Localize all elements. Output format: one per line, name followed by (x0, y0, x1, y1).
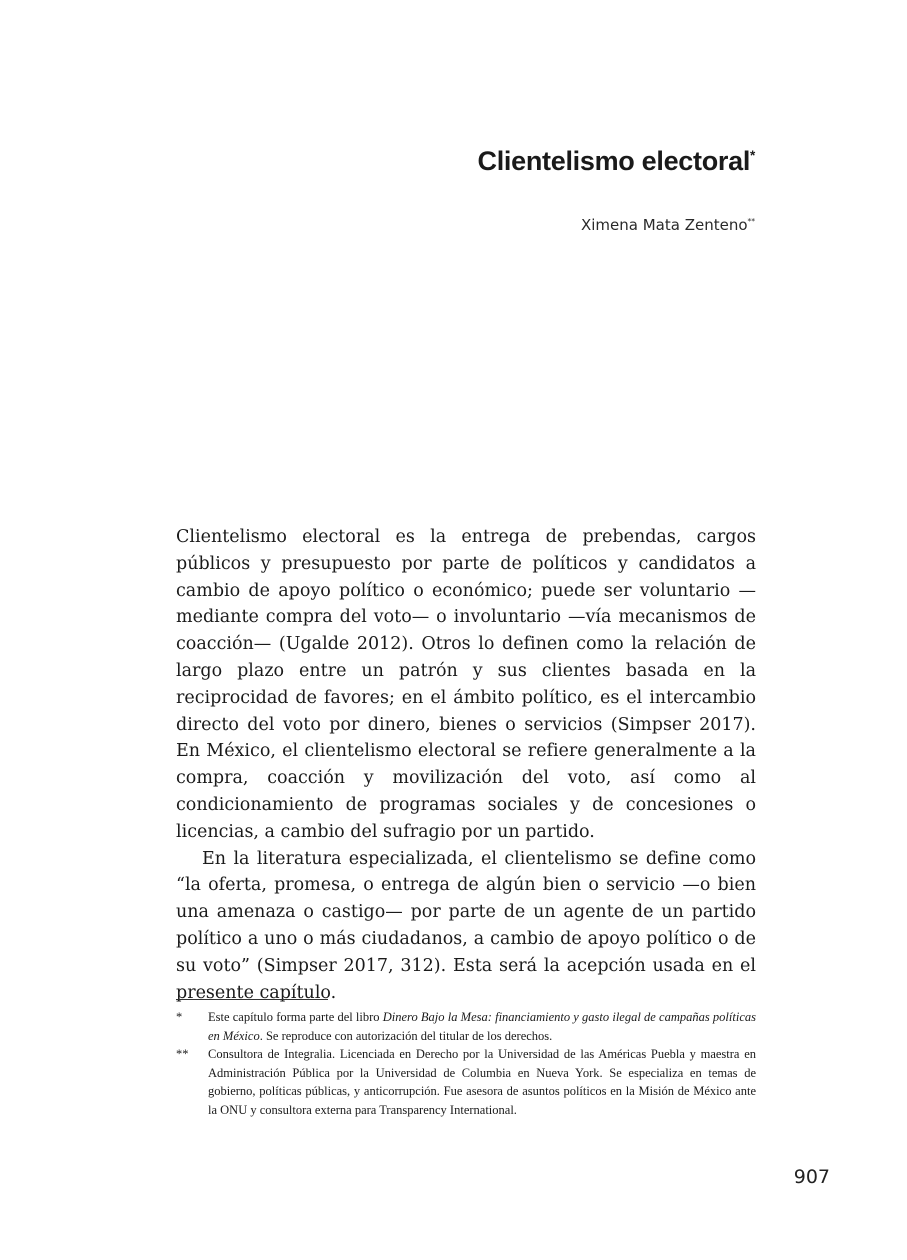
author-footnote-marker[interactable]: ** (747, 217, 755, 226)
body-paragraph-1: Clientelismo electoral es la entrega de prebendas, cargos públicos y presupuesto por parte de políticos y candidatos a cambio de apoyo político o económico; puede ser voluntario —mediante compra del voto— o involuntario —vía mecanismos de coacción— (Ugalde 2012). Otros lo definen como la relación de largo plazo entre un patrón y sus clientes basada en la reciprocidad de favores; en el ámbito político, es el intercambio directo del voto por dinero, bienes o servicios (Simpser 2017). En México, el clientelismo electoral se refiere generalmente a la compra, coacción y movilización del voto, así como al condicionamiento de programas sociales y de concesiones o licencias, a cambio del sufragio por un partido. (176, 527, 756, 842)
footnote-2 (176, 1045, 756, 1119)
page-number: 907 (793, 1166, 830, 1188)
footnote-1 (176, 1008, 756, 1045)
chapter-title (478, 146, 755, 177)
footnote-2-text: Consultora de Integralia. Licenciada en Derecho por la Universidad de las Américas Puebla y maestra en Administración Pública por la Universidad de Columbia en Nueva York. Se especializa en temas de gobierno, políticas públicas, y anticorrupción. Fue asesora de asuntos políticos en la Misión de México ante la ONU y consultora externa para Transparency International. (208, 1047, 756, 1117)
footnote-1-text-before: Este capítulo forma parte del libro (208, 1010, 383, 1024)
footnote-1-mark: * (176, 1010, 183, 1024)
footnotes (176, 1008, 756, 1119)
footnote-2-mark: ** (176, 1047, 189, 1061)
body-paragraph-2: En la literatura especializada, el clientelismo se define como “la oferta, promesa, o entrega de algún bien o servicio —o bien una amenaza o castigo— por parte de un agente de un partido político a uno o más ciudadanos, a cambio de apoyo político o de su voto” (Simpser 2017, 312). Esta será la acepción usada en el presente capítulo. (176, 848, 756, 1003)
footnote-1-book-title: Dinero Bajo la Mesa: financiamiento y gasto ilegal de campañas políticas en México (208, 1010, 756, 1043)
chapter-title-text: Clientelismo electoral (477, 146, 751, 176)
author-name: Ximena Mata Zenteno (580, 216, 748, 234)
footnote-1-text (208, 1008, 756, 1045)
author-line (581, 216, 755, 234)
body-text (176, 524, 756, 1006)
footnote-1-text-after: . Se reproduce con autorización del titular de los derechos. (259, 1028, 553, 1043)
footnote-divider (176, 999, 328, 1000)
title-footnote-marker[interactable]: * (750, 148, 755, 163)
